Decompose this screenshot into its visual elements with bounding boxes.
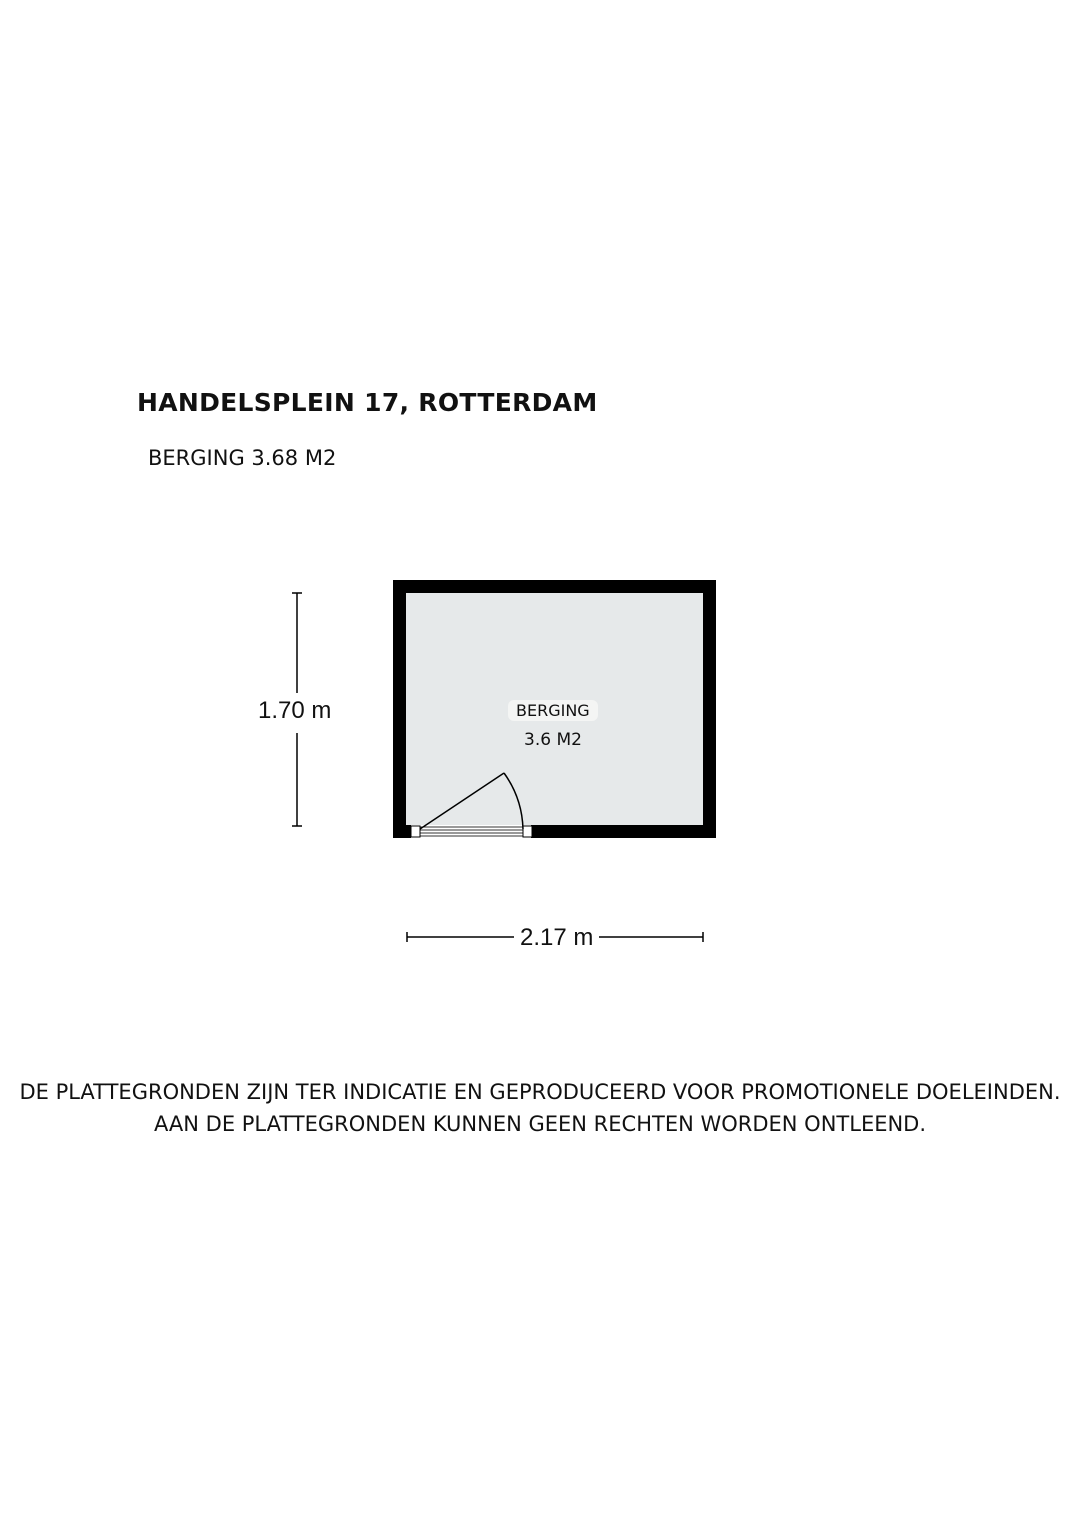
property-subtitle: BERGING 3.68 M2	[148, 446, 337, 470]
room-label: BERGING	[508, 700, 598, 721]
door-jamb-left	[411, 826, 420, 837]
disclaimer-line-1: DE PLATTEGRONDEN ZIJN TER INDICATIE EN GEPRODUCEERD VOOR PROMOTIONELE DOELEINDEN.	[19, 1080, 1061, 1104]
door-jamb-right	[523, 826, 532, 837]
room-area: 3.6 M2	[524, 730, 582, 750]
height-dimension-label: 1.70 m	[258, 697, 332, 724]
disclaimer-line-2: AAN DE PLATTEGRONDEN KUNNEN GEEN RECHTEN WORDEN ONTLEEND.	[153, 1112, 927, 1136]
property-title: HANDELSPLEIN 17, ROTTERDAM	[137, 388, 598, 417]
width-dimension-label: 2.17 m	[514, 924, 599, 952]
